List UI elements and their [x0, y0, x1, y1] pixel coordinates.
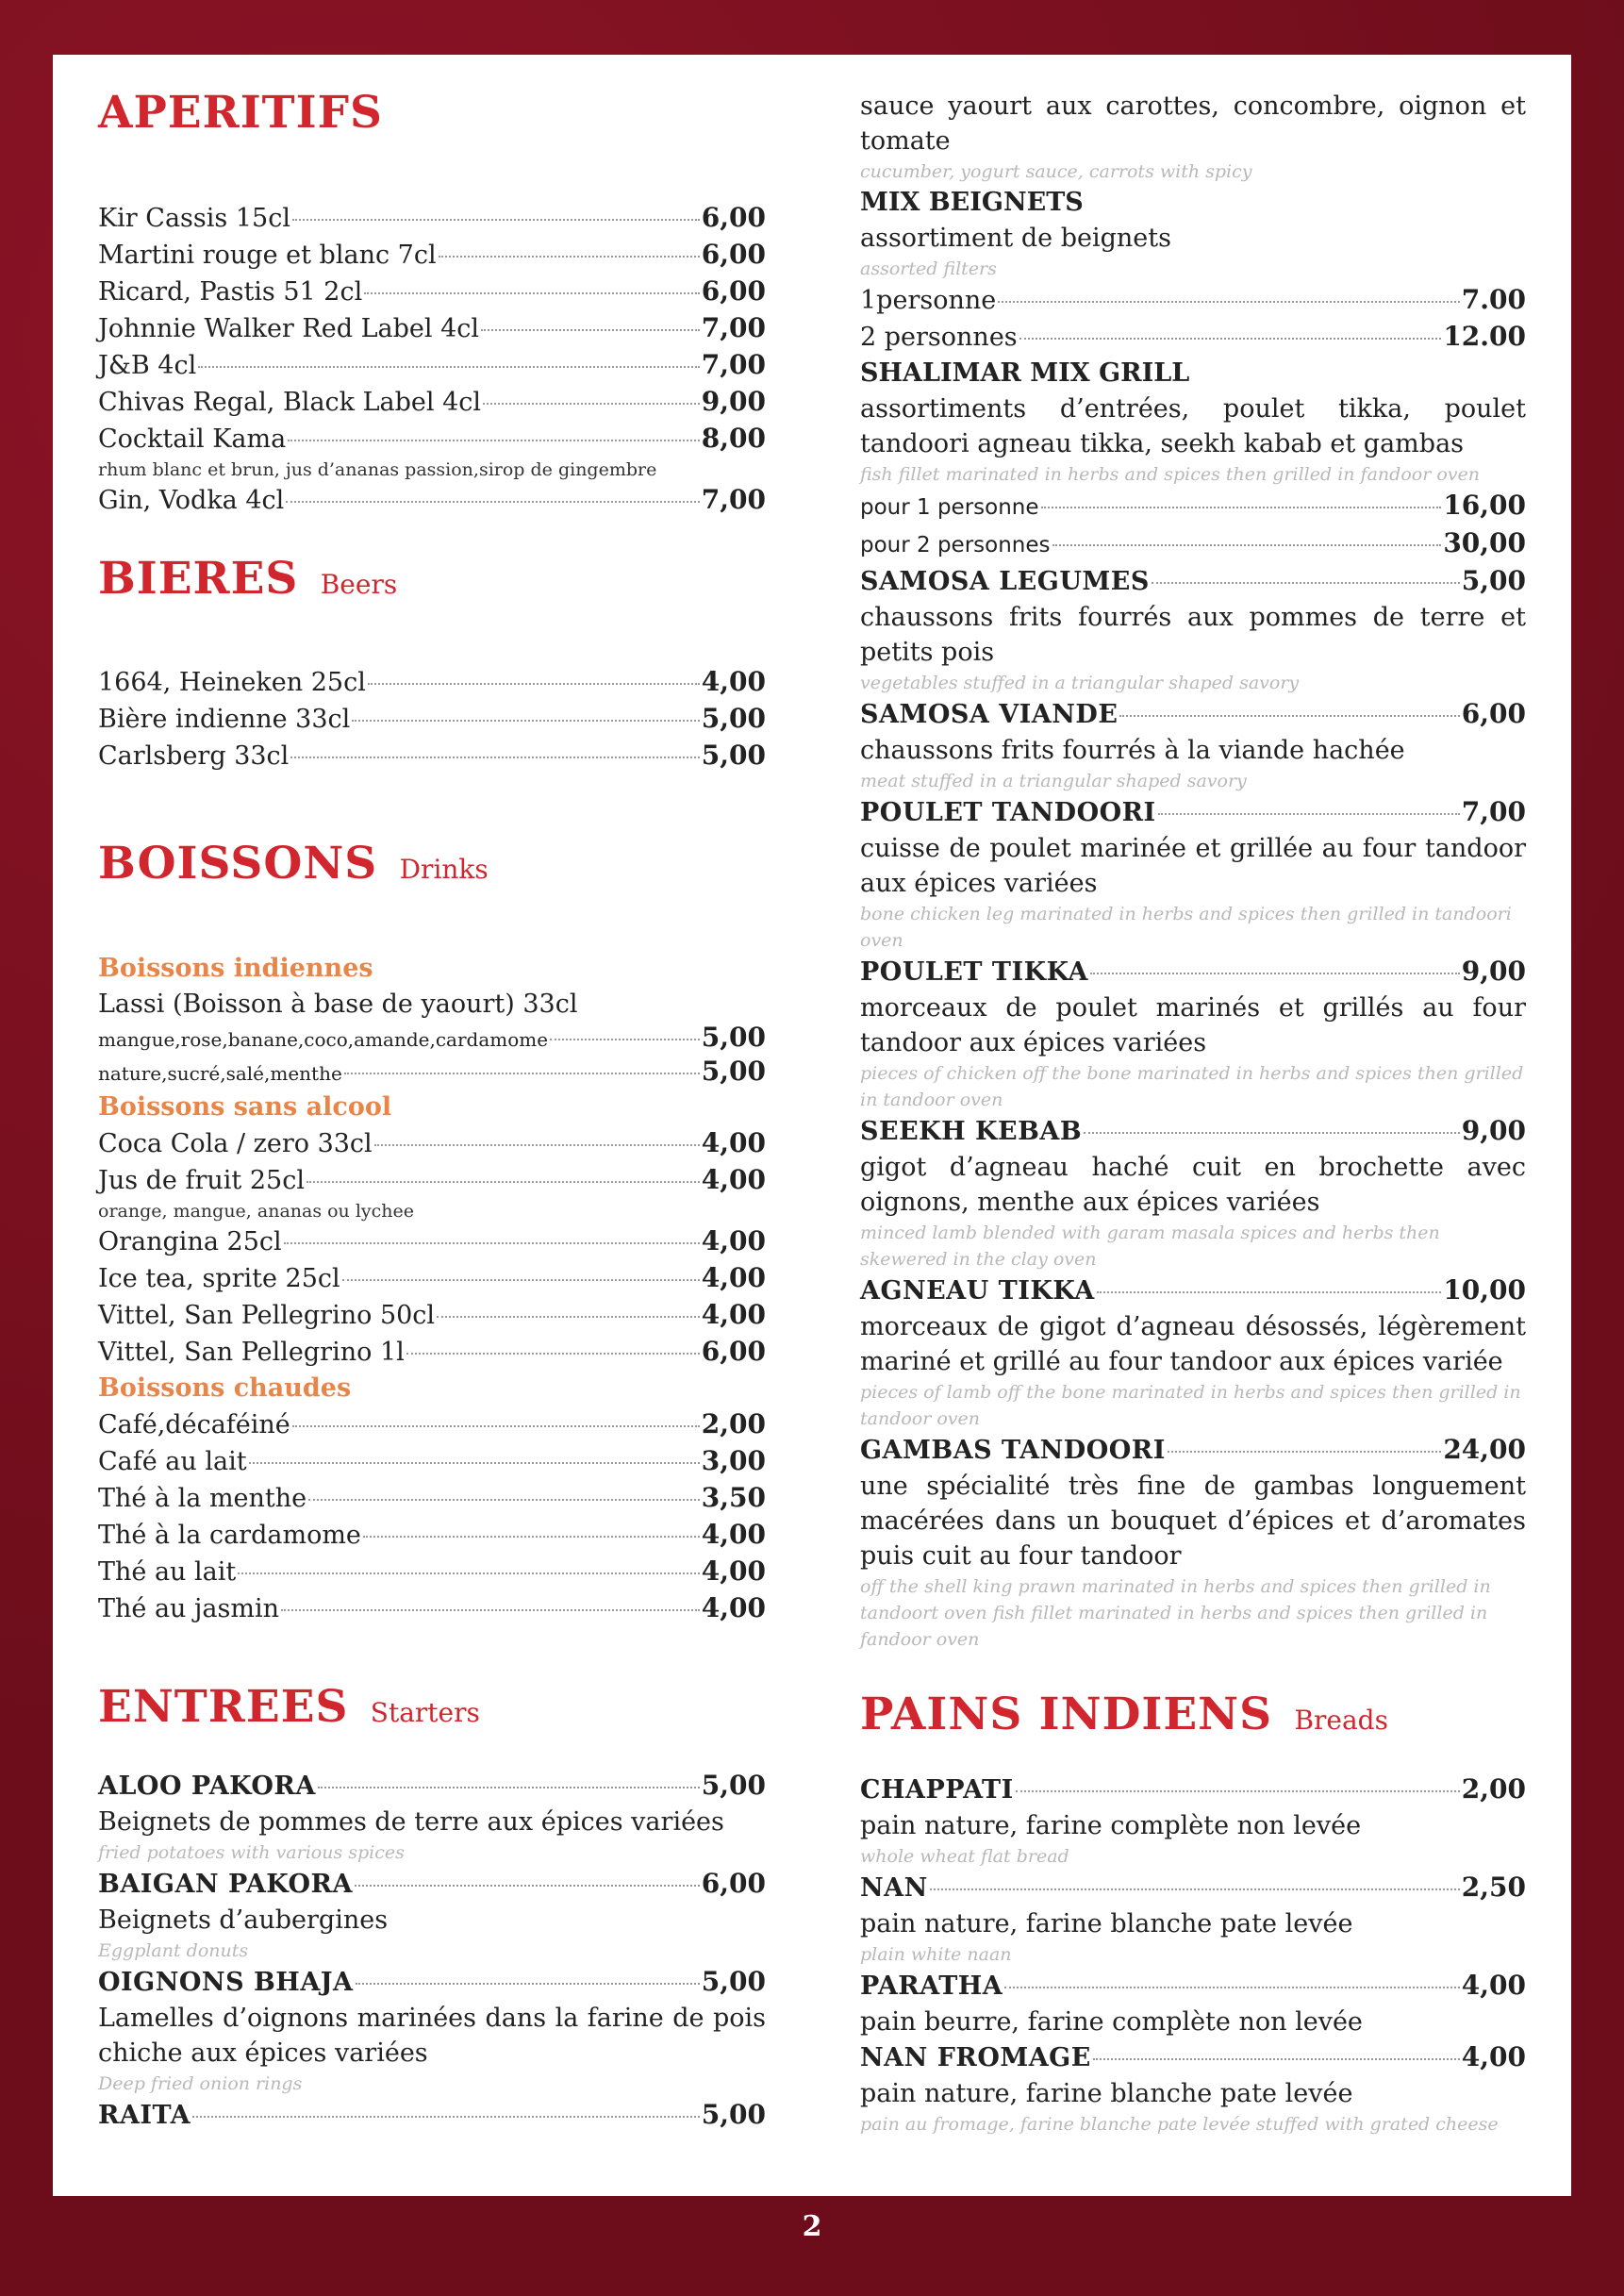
item-english: bone chicken leg marinated in herbs and spices then grilled in tandoori oven	[860, 904, 1512, 951]
item-description: cuisse de poulet marinée et grillée au four tandoor aux épices variées	[860, 834, 1526, 898]
menu-item: Thé à la menthe 3,50	[98, 1482, 766, 1513]
menu-item: Martini rouge et blanc 7cl 6,00	[98, 239, 766, 270]
item-description: Beignets d’aubergines	[98, 1905, 389, 1935]
menu-item: Café au lait 3,00	[98, 1445, 766, 1476]
menu-item: GAMBAS TANDOORI 24,00	[860, 1434, 1526, 1465]
raita-description: sauce yaourt aux carottes, concombre, oignon et tomate	[860, 92, 1526, 156]
menu-item: CHAPPATI 2,00	[860, 1773, 1526, 1805]
menu-item: Thé à la cardamome 4,00	[98, 1519, 766, 1550]
item-english: fish fillet marinated in herbs and spices then grilled in fandoor oven	[860, 464, 1480, 485]
lassi-label: Lassi (Boisson à base de yaourt) 33cl	[98, 990, 578, 1019]
menu-item: PARATHA 4,00	[860, 1970, 1526, 2001]
menu-item: Orangina 25cl 4,00	[98, 1225, 766, 1256]
item-description: pain nature, farine blanche pate levée	[860, 1909, 1353, 1938]
item-english: Eggplant donuts	[98, 1940, 249, 1961]
menu-page	[53, 55, 1571, 2196]
menu-item: POULET TANDOORI 7,00	[860, 796, 1526, 827]
menu-option: 2 personnes 12.00	[860, 321, 1526, 352]
item-description: Lamelles d’oignons marinées dans la farine de pois chiche aux épices variées	[98, 2004, 766, 2068]
menu-item: Gin, Vodka 4cl 7,00	[98, 484, 766, 515]
entrees-list	[98, 1768, 766, 2134]
item-english: pieces of chicken off the bone marinated in herbs and spices then grilled in tandoor oven	[860, 1063, 1524, 1110]
aperitifs-title: APERITIFS	[98, 87, 383, 139]
menu-item: BAIGAN PAKORA 6,00	[98, 1868, 766, 1899]
menu-option: pour 2 personnes 30,00	[860, 527, 1526, 558]
entrees-title: ENTREES Starters	[98, 1681, 480, 1733]
item-description: chaussons frits fourrés à la viande hachée	[860, 736, 1405, 765]
menu-item: nature,sucré,salé,menthe 5,00	[98, 1056, 766, 1087]
pains-title: PAINS INDIENS Breads	[860, 1689, 1388, 1740]
menu-item: Café,décaféiné 2,00	[98, 1408, 766, 1439]
menu-item: Ice tea, sprite 25cl 4,00	[98, 1262, 766, 1293]
item-english: minced lamb blended with garam masala spices and herbs then skewered in the clay oven	[860, 1223, 1440, 1270]
item-description: pain nature, farine blanche pate levée	[860, 2079, 1353, 2108]
shalimar-name: SHALIMAR MIX GRILL	[860, 358, 1190, 388]
item-english: whole wheat flat bread	[860, 1846, 1069, 1867]
menu-item: AGNEAU TIKKA 10,00	[860, 1274, 1526, 1306]
bieres-title: BIERES Beers	[98, 553, 398, 605]
item-description: morceaux de poulet marinés et grillés au four tandoor aux épices variées	[860, 993, 1526, 1057]
menu-item: NAN 2,50	[860, 1872, 1526, 1903]
menu-item: Vittel, San Pellegrino 50cl 4,00	[98, 1299, 766, 1330]
item-english: fried potatoes with various spices	[98, 1842, 405, 1863]
menu-item: Thé au jasmin 4,00	[98, 1592, 766, 1623]
raita-english: cucumber, yogurt sauce, carrots with spicy	[860, 161, 1252, 182]
cocktail-note: rhum blanc et brun, jus d’ananas passion,sirop de gingembre	[98, 459, 657, 480]
menu-item: J&B 4cl 7,00	[98, 349, 766, 380]
boissons-list	[98, 951, 766, 1627]
item-description: Beignets de pommes de terre aux épices variées	[98, 1807, 724, 1837]
menu-item: Carlsberg 33cl 5,00	[98, 740, 766, 771]
menu-item: RAITA 5,00	[98, 2099, 766, 2130]
item-english: off the shell king prawn marinated in herbs and spices then grilled in tandoort oven fish fillet marinated in herbs and spices then grilled in fandoor oven	[860, 1576, 1491, 1650]
item-english: assorted filters	[860, 258, 997, 279]
boissons-title: BOISSONS Drinks	[98, 838, 489, 890]
menu-item: ALOO PAKORA 5,00	[98, 1770, 766, 1801]
menu-item: SAMOSA VIANDE 6,00	[860, 698, 1526, 729]
menu-item: SEEKH KEBAB 9,00	[860, 1115, 1526, 1146]
mix-beignets-name: MIX BEIGNETS	[860, 188, 1084, 217]
item-english: Deep fried onion rings	[98, 2073, 303, 2094]
page-number: 2	[802, 2210, 822, 2243]
item-description: pain nature, farine complète non levée	[860, 1811, 1362, 1840]
menu-item: NAN FROMAGE 4,00	[860, 2041, 1526, 2072]
item-english: plain white naan	[860, 1944, 1012, 1965]
starters-continued	[860, 89, 1526, 1653]
menu-item: Jus de fruit 25cl 4,00	[98, 1164, 766, 1195]
menu-item: Johnnie Walker Red Label 4cl 7,00	[98, 312, 766, 343]
pains-list	[860, 1772, 1526, 2138]
item-english: vegetables stuffed in a triangular shaped savory	[860, 673, 1300, 693]
menu-option: pour 1 personne 16,00	[860, 490, 1526, 521]
boissons-indiennes-heading: Boissons indiennes	[98, 954, 373, 983]
item-description: assortiments d’entrées, poulet tikka, poulet tandoori agneau tikka, seekh kabab et gambas	[860, 394, 1526, 458]
jus-note: orange, mangue, ananas ou lychee	[98, 1201, 415, 1222]
boissons-chaudes-heading: Boissons chaudes	[98, 1373, 352, 1403]
bieres-list	[98, 664, 766, 774]
menu-item: mangue,rose,banane,coco,amande,cardamome 5,00	[98, 1022, 766, 1053]
menu-item: Coca Cola / zero 33cl 4,00	[98, 1127, 766, 1158]
menu-item: Kir Cassis 15cl 6,00	[98, 202, 766, 233]
item-english: pieces of lamb off the bone marinated in herbs and spices then grilled in tandoor oven	[860, 1382, 1521, 1429]
menu-item: Vittel, San Pellegrino 1l 6,00	[98, 1336, 766, 1367]
menu-item: Bière indienne 33cl 5,00	[98, 703, 766, 734]
menu-item: Cocktail Kama 8,00	[98, 423, 766, 454]
menu-item: POULET TIKKA 9,00	[860, 956, 1526, 987]
item-english: pain au fromage, farine blanche pate levée stuffed with grated cheese	[860, 2114, 1499, 2135]
menu-item: 1664, Heineken 25cl 4,00	[98, 666, 766, 697]
item-description: une spécialité très fine de gambas longuement macérées dans un bouquet d’épices et d’aromates puis cuit au four tandoor	[860, 1472, 1526, 1571]
item-english: meat stuffed in a triangular shaped savory	[860, 771, 1247, 791]
menu-item: OIGNONS BHAJA 5,00	[98, 1966, 766, 1997]
item-description: assortiment de beignets	[860, 224, 1171, 253]
item-description: pain beurre, farine complète non levée	[860, 2007, 1363, 2037]
menu-option: 1personne 7.00	[860, 284, 1526, 315]
item-description: morceaux de gigot d’agneau désossés, légèrement mariné et grillé au four tandoor aux épices variée	[860, 1312, 1526, 1376]
menu-item: Ricard, Pastis 51 2cl 6,00	[98, 275, 766, 307]
menu-item: Chivas Regal, Black Label 4cl 9,00	[98, 386, 766, 417]
boissons-sans-alcool-heading: Boissons sans alcool	[98, 1092, 392, 1122]
aperitifs-list	[98, 200, 766, 519]
item-description: chaussons frits fourrés aux pommes de terre et petits pois	[860, 603, 1526, 667]
menu-item: SAMOSA LEGUMES 5,00	[860, 565, 1526, 596]
item-description: gigot d’agneau haché cuit en brochette avec oignons, menthe aux épices variées	[860, 1153, 1526, 1217]
menu-item: Thé au lait 4,00	[98, 1556, 766, 1587]
